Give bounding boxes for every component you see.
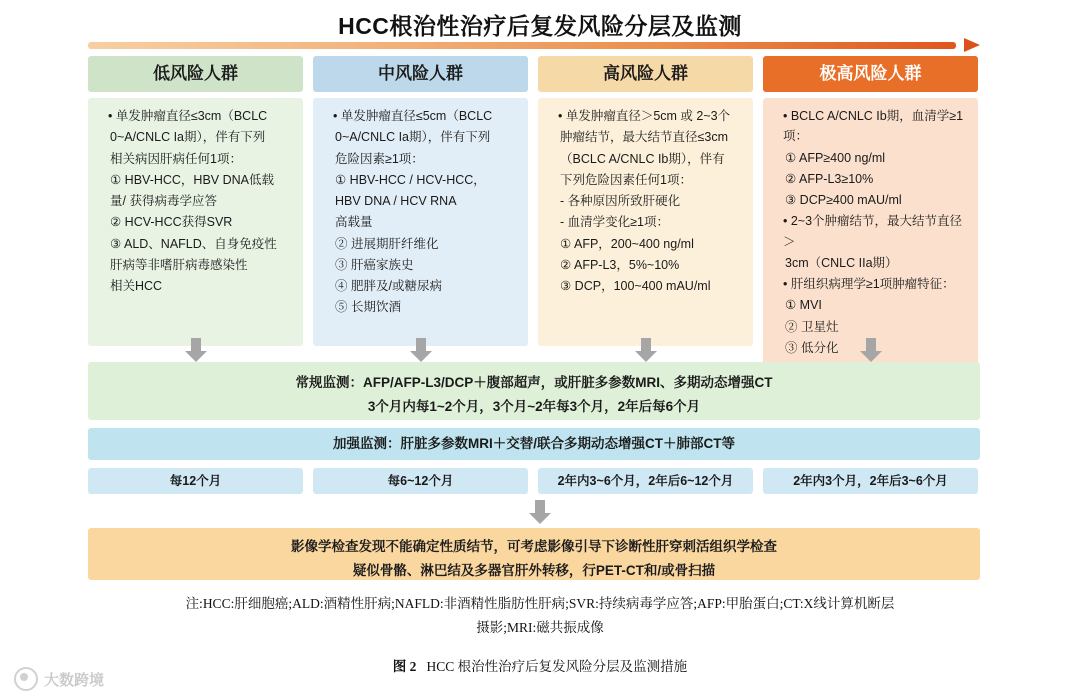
interval-high: 2年内3~6个月，2年后6~12个月	[538, 468, 753, 494]
criteria-line: ① MVI	[785, 298, 822, 313]
criteria-line: ③ DCP≥400 mAU/ml	[785, 193, 902, 207]
note-line-2: 摄影;MRI:磁共振成像	[476, 619, 604, 635]
criteria-line: • 单发肿瘤直径≤5cm（BCLC	[333, 109, 493, 123]
interval-low: 每12个月	[88, 468, 303, 494]
final-down-arrow	[0, 500, 1080, 524]
criteria-line: • 肝组织病理学≥1项肿瘤特征：	[783, 277, 955, 291]
down-arrow-icon	[635, 338, 657, 362]
arrow-slot-very-high	[763, 338, 978, 364]
criteria-line: ③ DCP，100~400 mAU/ml	[560, 279, 711, 293]
criteria-line: HBV DNA / HCV RNA	[335, 194, 457, 208]
final-line-1: 影像学检查发现不能确定性质结节，可考虑影像引导下诊断性肝穿刺活组织学检查	[291, 539, 777, 554]
final-line-2: 疑似骨骼、淋巴结及多器官肝外转移，行PET-CT和/或骨扫描	[352, 563, 716, 579]
column-body-medium	[313, 98, 528, 346]
down-arrow-icon	[410, 338, 432, 362]
column-header-high: 高风险人群	[538, 56, 753, 92]
column-low-risk	[88, 56, 303, 367]
criteria-line: （BCLC A/CNLC Ib期），伴有	[560, 151, 725, 166]
further-workup-band	[88, 528, 980, 580]
criteria-line: ④ 肥胖及/或糖尿病	[335, 279, 442, 293]
figure-caption	[0, 655, 1080, 675]
watermark	[14, 667, 104, 691]
figure-label: 图 2	[392, 659, 417, 674]
criteria-line: ⑤ 长期饮酒	[335, 300, 401, 315]
arrow-slot-low	[88, 338, 303, 364]
criteria-line: 0~A/CNLC Ia期），伴有下列	[110, 130, 266, 145]
column-down-arrows	[88, 338, 980, 364]
column-medium-risk	[313, 56, 528, 367]
criteria-line: • 2~3个肿瘤结节，最大结节直径＞	[783, 214, 963, 249]
column-header-low: 低风险人群	[88, 56, 303, 92]
column-header-medium: 中风险人群	[313, 56, 528, 92]
watermark-text: 大数跨境	[44, 671, 105, 689]
criteria-line: 相关病因肝病任何1项：	[110, 151, 242, 166]
criteria-line: 下列危险因素任何1项：	[560, 172, 692, 187]
criteria-line: ② AFP-L3，5%~10%	[560, 257, 680, 272]
gradient-bar	[88, 42, 956, 49]
criteria-line: ① AFP≥400 ng/ml	[785, 150, 886, 165]
arrow-slot-medium	[313, 338, 528, 364]
watermark-logo-icon	[14, 667, 38, 691]
criteria-line: 量/ 获得病毒学应答	[110, 194, 217, 208]
enhanced-surveillance-band: 加强监测：肝脏多参数MRI＋交替/联合多期动态增强CT＋肺部CT等	[88, 428, 980, 460]
routine-line-1: 常规监测：AFP/AFP-L3/DCP＋腹部超声，或肝脏多参数MRI、多期动态增强CT	[295, 375, 773, 390]
criteria-line: ③ 肝癌家族史	[335, 257, 414, 272]
criteria-line: ② 进展期肝纤维化	[335, 236, 439, 251]
criteria-line: 相关HCC	[110, 279, 163, 293]
criteria-line: 危险因素≥1项：	[335, 151, 424, 166]
criteria-line: 3cm（CNLC IIa期）	[785, 255, 898, 270]
arrow-head-icon	[964, 38, 980, 52]
risk-columns	[88, 56, 980, 367]
criteria-line: - 血清学变化≥1项：	[560, 215, 669, 230]
criteria-line: 高载量	[335, 215, 373, 230]
criteria-line: ① AFP，200~400 ng/ml	[560, 236, 694, 251]
routine-surveillance-band	[88, 362, 980, 420]
criteria-line: • 单发肿瘤直径≤3cm（BCLC	[108, 109, 268, 123]
surveillance-interval-row	[88, 468, 980, 494]
arrow-slot-high	[538, 338, 753, 364]
criteria-line: ② 卫星灶	[785, 319, 839, 334]
criteria-line: - 各种原因所致肝硬化	[560, 194, 681, 208]
interval-very-high: 2年内3个月，2年后3~6个月	[763, 468, 978, 494]
interval-medium: 每6~12个月	[313, 468, 528, 494]
abbreviation-note	[10, 592, 1070, 639]
column-header-very-high: 极高风险人群	[763, 56, 978, 92]
risk-gradient-arrow	[88, 40, 980, 50]
column-high-risk	[538, 56, 753, 367]
figure-caption-text: HCC 根治性治疗后复发风险分层及监测措施	[426, 659, 688, 674]
column-very-high-risk	[763, 56, 978, 367]
down-arrow-icon	[529, 500, 551, 524]
criteria-line: 肿瘤结节，最大结节直径≤3cm	[560, 130, 728, 145]
column-body-very-high	[763, 98, 978, 367]
criteria-line: ② HCV-HCC获得SVR	[110, 215, 233, 230]
criteria-line: ③ ALD、NAFLD、自身免疫性	[110, 236, 277, 251]
criteria-line: • 单发肿瘤直径＞5cm 或 2~3个	[558, 109, 731, 123]
down-arrow-icon	[185, 338, 207, 362]
criteria-line: 0~A/CNLC Ia期），伴有下列	[335, 130, 491, 145]
down-arrow-icon	[860, 338, 882, 362]
column-body-high	[538, 98, 753, 346]
criteria-line: • BCLC A/CNLC Ib期，血清学≥1项：	[783, 109, 964, 144]
column-body-low	[88, 98, 303, 346]
routine-line-2: 3个月内每1~2个月，3个月~2年每3个月，2年后每6个月	[367, 398, 701, 414]
page-title: HCC根治性治疗后复发风险分层及监测	[338, 13, 742, 39]
criteria-line: ② AFP-L3≥10%	[785, 171, 874, 186]
criteria-line: ① HBV-HCC / HCV-HCC，	[335, 172, 486, 187]
criteria-line: ① HBV-HCC，HBV DNA低载	[110, 172, 275, 187]
criteria-line: 肝病等非嗜肝病毒感染性	[110, 257, 248, 272]
note-line-1: 注:HCC:肝细胞癌;ALD:酒精性肝病;NAFLD:非酒精性脂肪性肝病;SVR:持续病毒学应答;AFP:甲胎蛋白;CT:X线计算机断层	[185, 596, 895, 611]
criteria-line: ③ 低分化	[785, 340, 839, 355]
